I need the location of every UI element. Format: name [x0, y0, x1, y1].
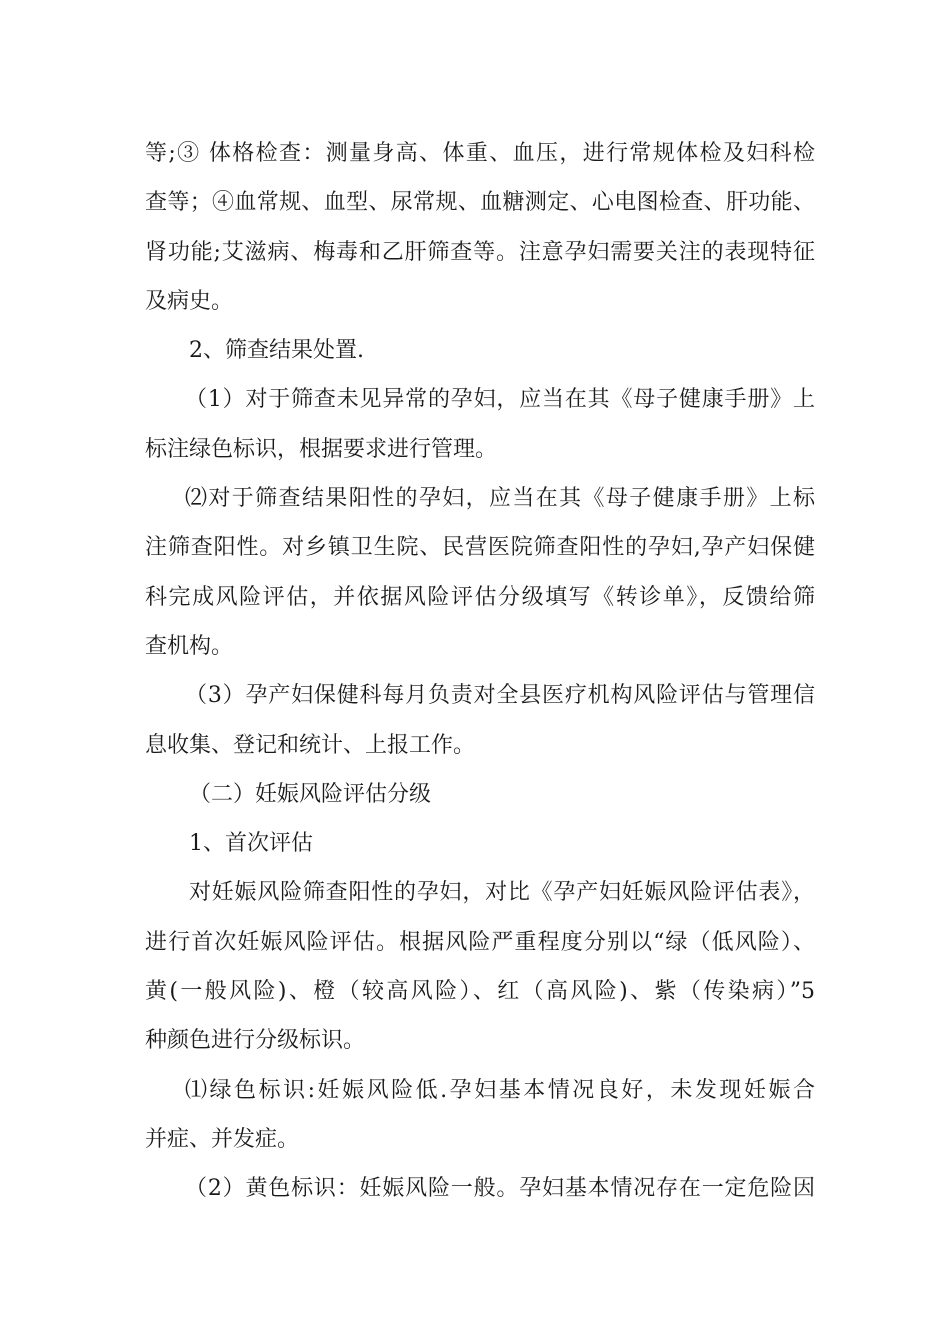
section-heading: （二）妊娠风险评估分级 — [189, 781, 432, 807]
text-line: 肾功能;艾滋病、梅毒和乙肝筛查等。注意孕妇需要关注的表现特征 — [145, 239, 815, 265]
text-line: ⑴绿色标识:妊娠风险低.孕妇基本情况良好，未发现妊娠合 — [185, 1077, 815, 1103]
text-line: （2）黄色标识：妊娠风险一般。孕妇基本情况存在一定危险因 — [185, 1176, 815, 1202]
text-line: 等;③ 体格检查：测量身高、体重、血压，进行常规体检及妇科检 — [145, 141, 815, 166]
text-line: 种颜色进行分级标识。 — [145, 1028, 366, 1054]
text-line: ⑵对于筛查结果阳性的孕妇，应当在其《母子健康手册》上标 — [185, 486, 815, 512]
text-line: 息收集、登记和统计、上报工作。 — [145, 732, 476, 758]
document-body — [145, 129, 815, 1214]
subsection-heading: 1、首次评估 — [189, 831, 313, 857]
text-line: 及病史。 — [145, 288, 234, 314]
text-line: 查机构。 — [145, 633, 234, 659]
text-line: 注筛查阳性。对乡镇卫生院、民营医院筛查阳性的孕妇,孕产妇保健 — [145, 535, 815, 561]
text-line: 查等；④血常规、血型、尿常规、血糖测定、心电图检查、肝功能、 — [145, 190, 815, 216]
text-line: （3）孕产妇保健科每月负责对全县医疗机构风险评估与管理信 — [185, 683, 815, 709]
text-line: 进行首次妊娠风险评估。根据风险严重程度分别以“绿（低风险）、 — [145, 929, 815, 955]
section-heading: 2、筛查结果处置. — [189, 338, 364, 364]
text-line: 黄(一般风险)、橙（较高风险）、红（高风险)、紫（传染病）”5 — [145, 979, 815, 1005]
text-line: （1）对于筛查未见异常的孕妇，应当在其《母子健康手册》上 — [185, 387, 815, 413]
text-line: 标注绿色标识，根据要求进行管理。 — [145, 436, 498, 462]
text-line: 科完成风险评估，并依据风险评估分级填写《转诊单》，反馈给筛 — [145, 584, 815, 610]
text-line: 并症、并发症。 — [145, 1126, 300, 1152]
text-line: 对妊娠风险筛查阳性的孕妇，对比《孕产妇妊娠风险评估表》， — [189, 880, 815, 906]
